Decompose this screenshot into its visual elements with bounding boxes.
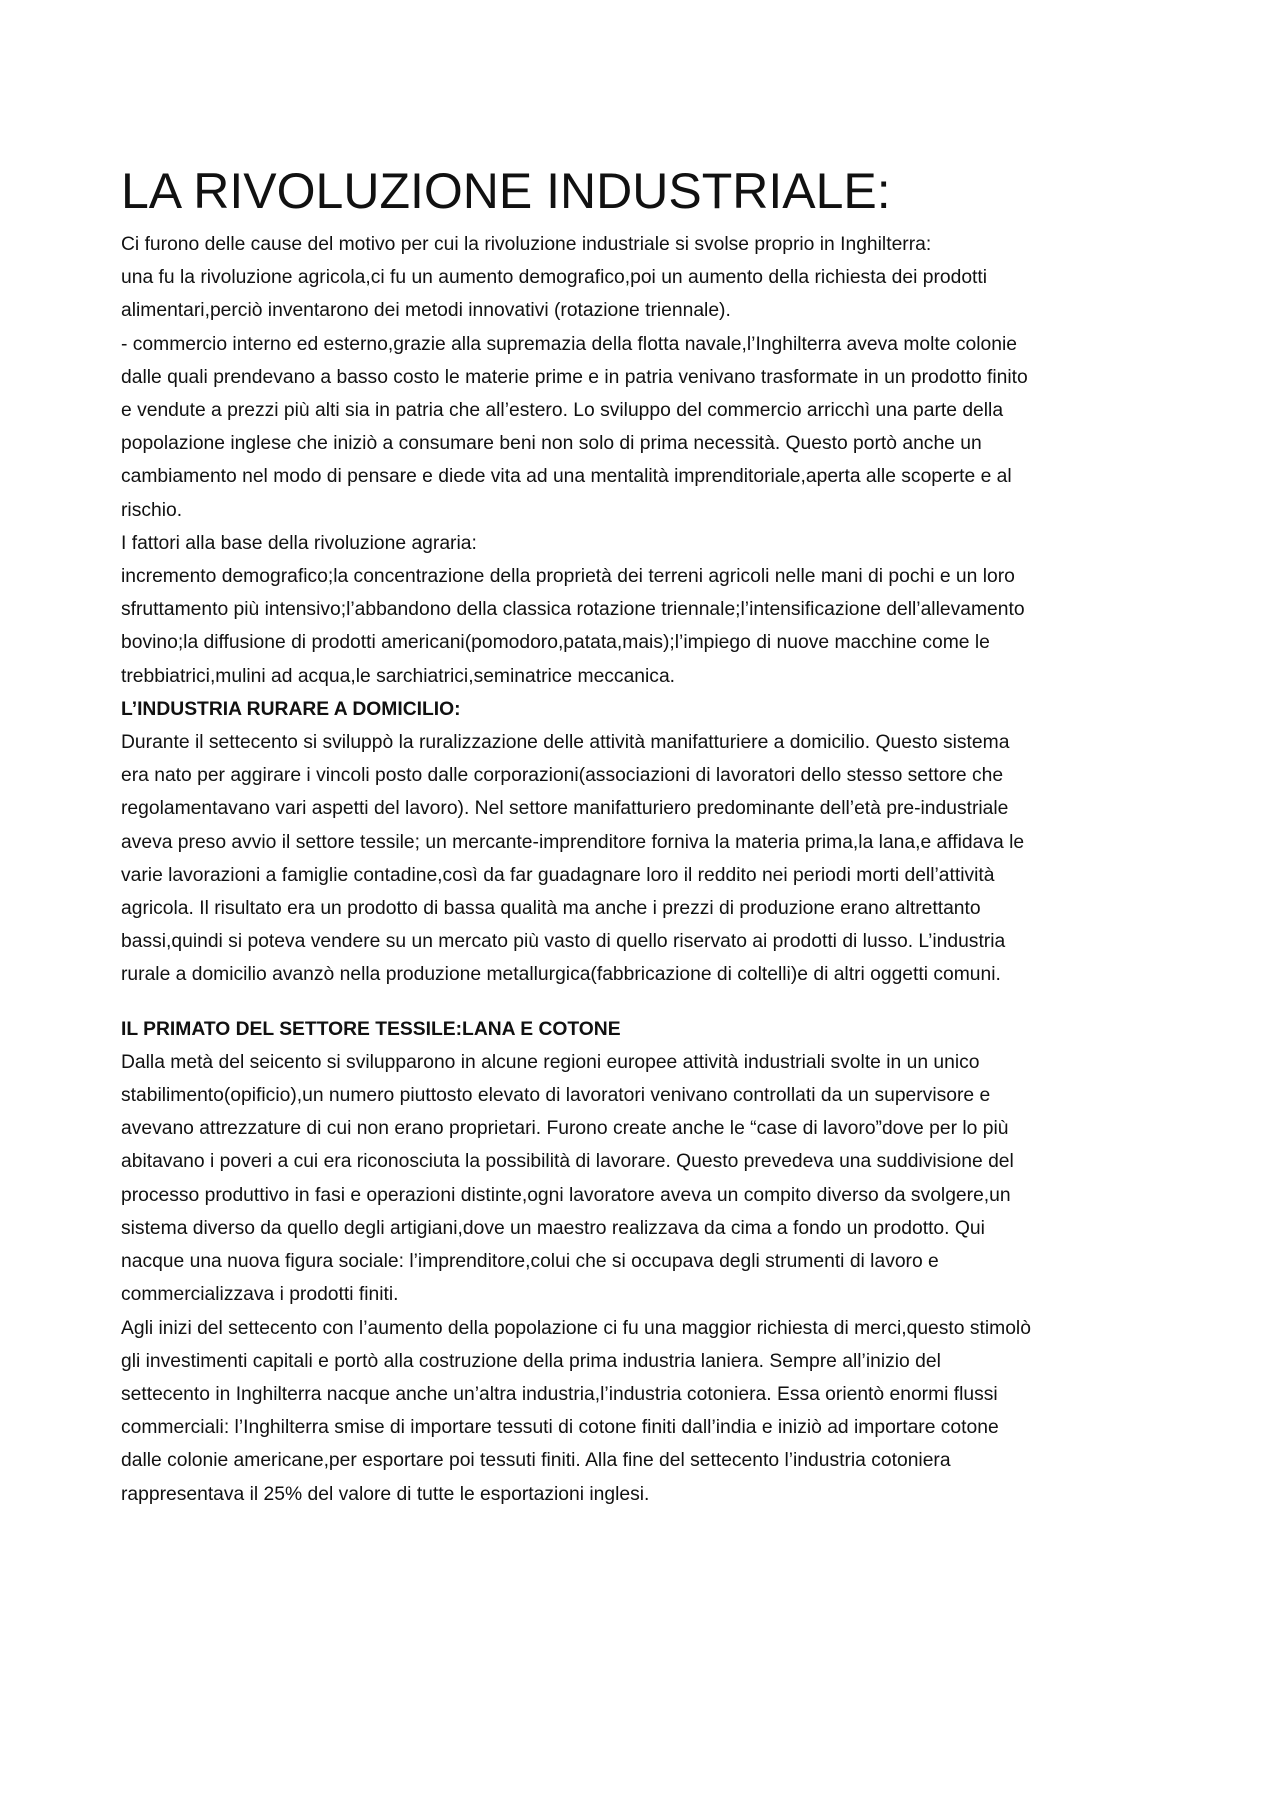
section-heading: IL PRIMATO DEL SETTORE TESSILE:LANA E COTONE bbox=[121, 1018, 621, 1040]
paragraph-line: una fu la rivoluzione agricola,ci fu un aumento demografico,poi un aumento della richiesta dei prodotti bbox=[121, 267, 988, 289]
paragraph-line: abitavano i poveri a cui era riconosciuta la possibilità di lavorare. Questo prevedeva una suddivisione del bbox=[121, 1151, 1014, 1173]
paragraph-line: rurale a domicilio avanzò nella produzione metallurgica(fabbricazione di coltelli)e di altri oggetti comuni. bbox=[121, 964, 1001, 986]
paragraph-line: Agli inizi del settecento con l’aumento della popolazione ci fu una maggior richiesta di merci,questo stimolò bbox=[121, 1317, 1031, 1339]
document-body bbox=[121, 160, 1181, 1511]
section-heading: L’INDUSTRIA RURARE A DOMICILIO: bbox=[121, 698, 461, 720]
paragraph-line: sistema diverso da quello degli artigiani,dove un maestro realizzava da cima a fondo un prodotto. Qui bbox=[121, 1217, 985, 1239]
paragraph-line: stabilimento(opificio),un numero piuttosto elevato di lavoratori venivano controllati da un supervisore e bbox=[121, 1085, 991, 1107]
paragraph-line: rappresentava il 25% del valore di tutte le esportazioni inglesi. bbox=[121, 1483, 650, 1505]
paragraph-line: Ci furono delle cause del motivo per cui la rivoluzione industriale si svolse proprio in Inghilterra: bbox=[121, 234, 932, 255]
paragraph-line: bassi,quindi si poteva vendere su un mercato più vasto di quello riservato ai prodotti di lusso. L’industria bbox=[121, 931, 1006, 953]
paragraph-line: varie lavorazioni a famiglie contadine,così da far guadagnare loro il reddito nei periodi morti dell’attività bbox=[121, 864, 995, 886]
paragraph-line: Durante il settecento si sviluppò la ruralizzazione delle attività manifatturiere a domicilio. Questo sistema bbox=[121, 732, 1010, 754]
paragraph-line: rischio. bbox=[121, 499, 183, 521]
paragraph-line: cambiamento nel modo di pensare e diede vita ad una mentalità imprenditoriale,aperta alle scoperte e al bbox=[121, 466, 1012, 488]
section-textile bbox=[121, 1013, 1181, 1511]
paragraph-spacer bbox=[121, 992, 1181, 1013]
paragraph-line: processo produttivo in fasi e operazioni distinte,ogni lavoratore aveva un compito diverso da svolgere,un bbox=[121, 1184, 1011, 1206]
paragraph-line: settecento in Inghilterra nacque anche un’altra industria,l’industria cotoniera. Essa orientò enormi flussi bbox=[121, 1383, 998, 1405]
paragraph-line: incremento demografico;la concentrazione della proprietà dei terreni agricoli nelle mani di pochi e un loro bbox=[121, 566, 1015, 588]
paragraph-line: nacque una nuova figura sociale: l’imprenditore,colui che si occupava degli strumenti di lavoro e bbox=[121, 1251, 939, 1273]
paragraph-line: era nato per aggirare i vincoli posto dalle corporazioni(associazioni di lavoratori dello stesso settore che bbox=[121, 765, 1004, 787]
paragraph-line: aveva preso avvio il settore tessile; un mercante-imprenditore forniva la materia prima,la lana,e affidava le bbox=[121, 831, 1025, 853]
paragraph-line: regolamentavano vari aspetti del lavoro). Nel settore manifatturiero predominante dell’età pre-industriale bbox=[121, 798, 1009, 820]
paragraph-line: I fattori alla base della rivoluzione agraria: bbox=[121, 532, 477, 554]
paragraph-line: agricola. Il risultato era un prodotto di bassa qualità ma anche i prezzi di produzione erano altrettanto bbox=[121, 898, 981, 920]
paragraph-line: alimentari,perciò inventarono dei metodi innovativi (rotazione triennale). bbox=[121, 300, 731, 322]
paragraph-line: commercializzava i prodotti finiti. bbox=[121, 1284, 399, 1306]
document-title: LA RIVOLUZIONE INDUSTRIALE: bbox=[121, 163, 891, 219]
section-causes bbox=[121, 228, 1181, 693]
paragraph-line: dalle quali prendevano a basso costo le materie prime e in patria venivano trasformate in un prodotto finito bbox=[121, 366, 1028, 388]
paragraph-line: sfruttamento più intensivo;l’abbandono della classica rotazione triennale;l’intensificazione dell’allevamento bbox=[121, 599, 1025, 621]
paragraph-line: dalle colonie americane,per esportare poi tessuti finiti. Alla fine del settecento l’industria cotoniera bbox=[121, 1450, 951, 1472]
paragraph-line: popolazione inglese che iniziò a consumare beni non solo di prima necessità. Questo portò anche un bbox=[121, 433, 982, 455]
paragraph-line: - commercio interno ed esterno,grazie alla supremazia della flotta navale,l’Inghilterra aveva molte colonie bbox=[121, 333, 1017, 355]
section-rural-industry bbox=[121, 693, 1181, 992]
paragraph-line: gli investimenti capitali e portò alla costruzione della prima industria laniera. Sempre all’inizio del bbox=[121, 1350, 941, 1372]
paragraph-line: trebbiatrici,mulini ad acqua,le sarchiatrici,seminatrice meccanica. bbox=[121, 665, 676, 687]
paragraph-line: bovino;la diffusione di prodotti americani(pomodoro,patata,mais);l’impiego di nuove macchine come le bbox=[121, 632, 990, 654]
paragraph-line: Dalla metà del seicento si svilupparono in alcune regioni europee attività industriali svolte in un unico bbox=[121, 1051, 980, 1073]
paragraph-line: avevano attrezzature di cui non erano proprietari. Furono create anche le “case di lavoro”dove per lo più bbox=[121, 1118, 1009, 1140]
paragraph-line: e vendute a prezzi più alti sia in patria che all’estero. Lo sviluppo del commercio arricchì una parte della bbox=[121, 400, 1004, 422]
paragraph-line: commerciali: l’Inghilterra smise di importare tessuti di cotone finiti dall’india e iniziò ad importare cotone bbox=[121, 1417, 999, 1439]
